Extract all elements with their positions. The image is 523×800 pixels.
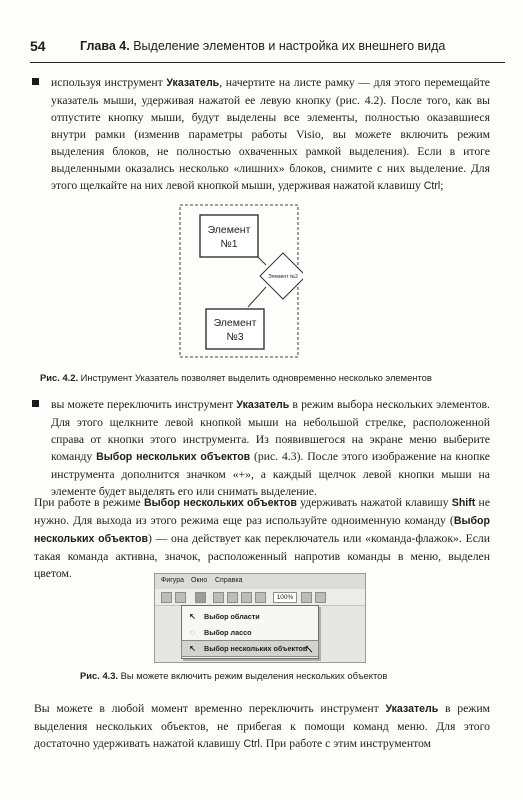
- para1-bold-b: Ctrl: [423, 180, 441, 192]
- para4-text-a: Вы можете в любой момент временно переключить инструмент: [34, 702, 386, 715]
- menu-window[interactable]: Окно: [191, 577, 208, 584]
- para1-text-c: ;: [440, 179, 444, 192]
- figure-4-2-drawing: [178, 203, 303, 361]
- figure-4-3-screenshot: [154, 573, 366, 663]
- menu-help[interactable]: Справка: [215, 577, 243, 584]
- figure-4-2-caption: [40, 372, 432, 383]
- toolbar-button-icon[interactable]: [175, 592, 186, 603]
- page-header: [30, 38, 503, 58]
- para3-bold-b: Shift: [451, 497, 476, 509]
- toolbar-button-icon[interactable]: [255, 592, 266, 603]
- toolbar-button-icon[interactable]: [301, 592, 312, 603]
- toolbar-button-icon[interactable]: [241, 592, 252, 603]
- toolbar-button-icon[interactable]: [227, 592, 238, 603]
- para1-text-a: используя инструмент: [51, 76, 167, 89]
- para2-text-b: в режим выбора нескольких элементов. Для этого щелкните левой кнопкой мыши на небольшой стрелке, расположенной справа от кнопки этого инструмента. Из появившегося на экране меню выберите команду: [51, 398, 490, 463]
- header-rule: [30, 62, 505, 63]
- bullet-paragraph-1: [34, 74, 490, 195]
- chapter-label: Глава 4.: [80, 39, 130, 53]
- pointer-tool-icon[interactable]: [195, 592, 206, 603]
- page-number: 54: [30, 38, 46, 54]
- para1-bold-a: Указатель: [166, 77, 220, 89]
- pointer-icon: ↖: [189, 612, 196, 621]
- menu-figure[interactable]: Фигура: [161, 577, 184, 584]
- element-3-line1: Элемент: [213, 317, 257, 329]
- figure-4-3-caption-text: Вы можете включить режим выделения нескольких объектов: [118, 670, 388, 681]
- element-3-box: [206, 309, 264, 349]
- para2-text-a: вы можете переключить инструмент: [51, 398, 237, 411]
- element-2-label: Элемент №2: [268, 274, 298, 280]
- lasso-icon: ◌: [190, 628, 195, 637]
- figure-4-2: [178, 203, 303, 361]
- mouse-cursor-icon: ↖: [304, 642, 315, 656]
- para4-text-c: . При работе с этим инструментом: [259, 737, 432, 750]
- para3-text-c: не нужно. Для выхода из этого режима еще раз используйте одноименную команду (: [34, 496, 491, 527]
- bullet-paragraph-2: [34, 396, 490, 500]
- figure-4-3-caption-label: Рис. 4.3.: [80, 670, 119, 681]
- toolbar-button-icon[interactable]: [161, 592, 172, 603]
- toolbar-button-icon[interactable]: [315, 592, 326, 603]
- para4-bold-b: Ctrl: [243, 738, 260, 750]
- paragraph-3: [34, 494, 490, 582]
- dropdown-item-lasso-select[interactable]: [182, 625, 318, 640]
- multi-select-icon: ↖: [189, 644, 196, 653]
- zoom-field[interactable]: 100%: [273, 592, 297, 603]
- element-1-line2: №1: [220, 238, 238, 250]
- connector-1: [258, 257, 266, 265]
- element-3-line2: №3: [226, 331, 244, 343]
- toolbar: [155, 589, 365, 606]
- para4-text-b: в режим выделения нескольких объектов, не прибегая к помощи команд меню. Для этого достаточно удерживать нажатой клавишу: [34, 702, 491, 750]
- figure-4-3-caption: [80, 670, 387, 681]
- dropdown-item-label: Выбор лассо: [204, 628, 252, 637]
- figure-4-2-caption-label: Рис. 4.2.: [40, 372, 79, 383]
- para2-text-c: (рис. 4.3). После этого изображение на кнопке инструмента дополнится значком «+», а каждый щелчок левой кнопки мыши на элементе будет выделять его или снимать выделение.: [51, 450, 490, 498]
- connector-2: [248, 287, 266, 307]
- para3-bold-c: Выбор нескольких объектов: [34, 515, 490, 545]
- para3-text-b: удерживать нажатой клавишу: [296, 496, 452, 509]
- para3-bold-a: Выбор нескольких объектов: [143, 497, 297, 509]
- pointer-dropdown-menu: [181, 605, 319, 659]
- toolbar-button-icon[interactable]: [213, 592, 224, 603]
- bullet-square: [32, 78, 39, 85]
- menu-bar: [155, 574, 365, 590]
- para3-text-d: ) — она действует как переключатель или «команда-флажок». Если такая команда активна, значок, расположенный напротив команды в меню, выделен цветом.: [34, 532, 490, 580]
- dropdown-item-label: Выбор области: [204, 612, 260, 621]
- bullet-square: [32, 400, 39, 407]
- para2-bold-a: Указатель: [236, 399, 290, 411]
- para2-bold-b: Выбор нескольких объектов: [96, 451, 251, 463]
- element-1-line1: Элемент: [207, 224, 251, 236]
- element-1-box: [200, 215, 258, 257]
- para4-bold-a: Указатель: [385, 703, 439, 715]
- running-title: [80, 39, 445, 53]
- paragraph-4: [34, 700, 490, 753]
- dropdown-item-label: Выбор нескольких объектов: [204, 644, 308, 653]
- para1-text-b: , начертите на листе рамку — для этого перемещайте указатель мыши, удерживая нажатой ее левую кнопку (рис. 4.2). После того, как вы отпустите кнопку мыши, будут выделены все элементы, полностью оказавшиеся внутри рамки (изменив параметры работы Visio, вы можете включить режим выделения блоков, не полностью охваченных рамкой выделения). Если в итоге выделенными оказались несколько «лишних» блоков, снимите с них выделение. Для этого щелкайте на них левой кнопкой мыши, удерживая нажатой клавишу: [51, 76, 490, 192]
- dropdown-item-area-select[interactable]: [182, 609, 318, 624]
- dropdown-item-multi-select[interactable]: [182, 641, 318, 656]
- para3-text-a: При работе в режиме: [34, 496, 144, 509]
- chapter-title: Выделение элементов и настройка их внешнего вида: [133, 39, 446, 53]
- figure-4-2-caption-text: Инструмент Указатель позволяет выделить одновременно несколько элементов: [78, 372, 432, 383]
